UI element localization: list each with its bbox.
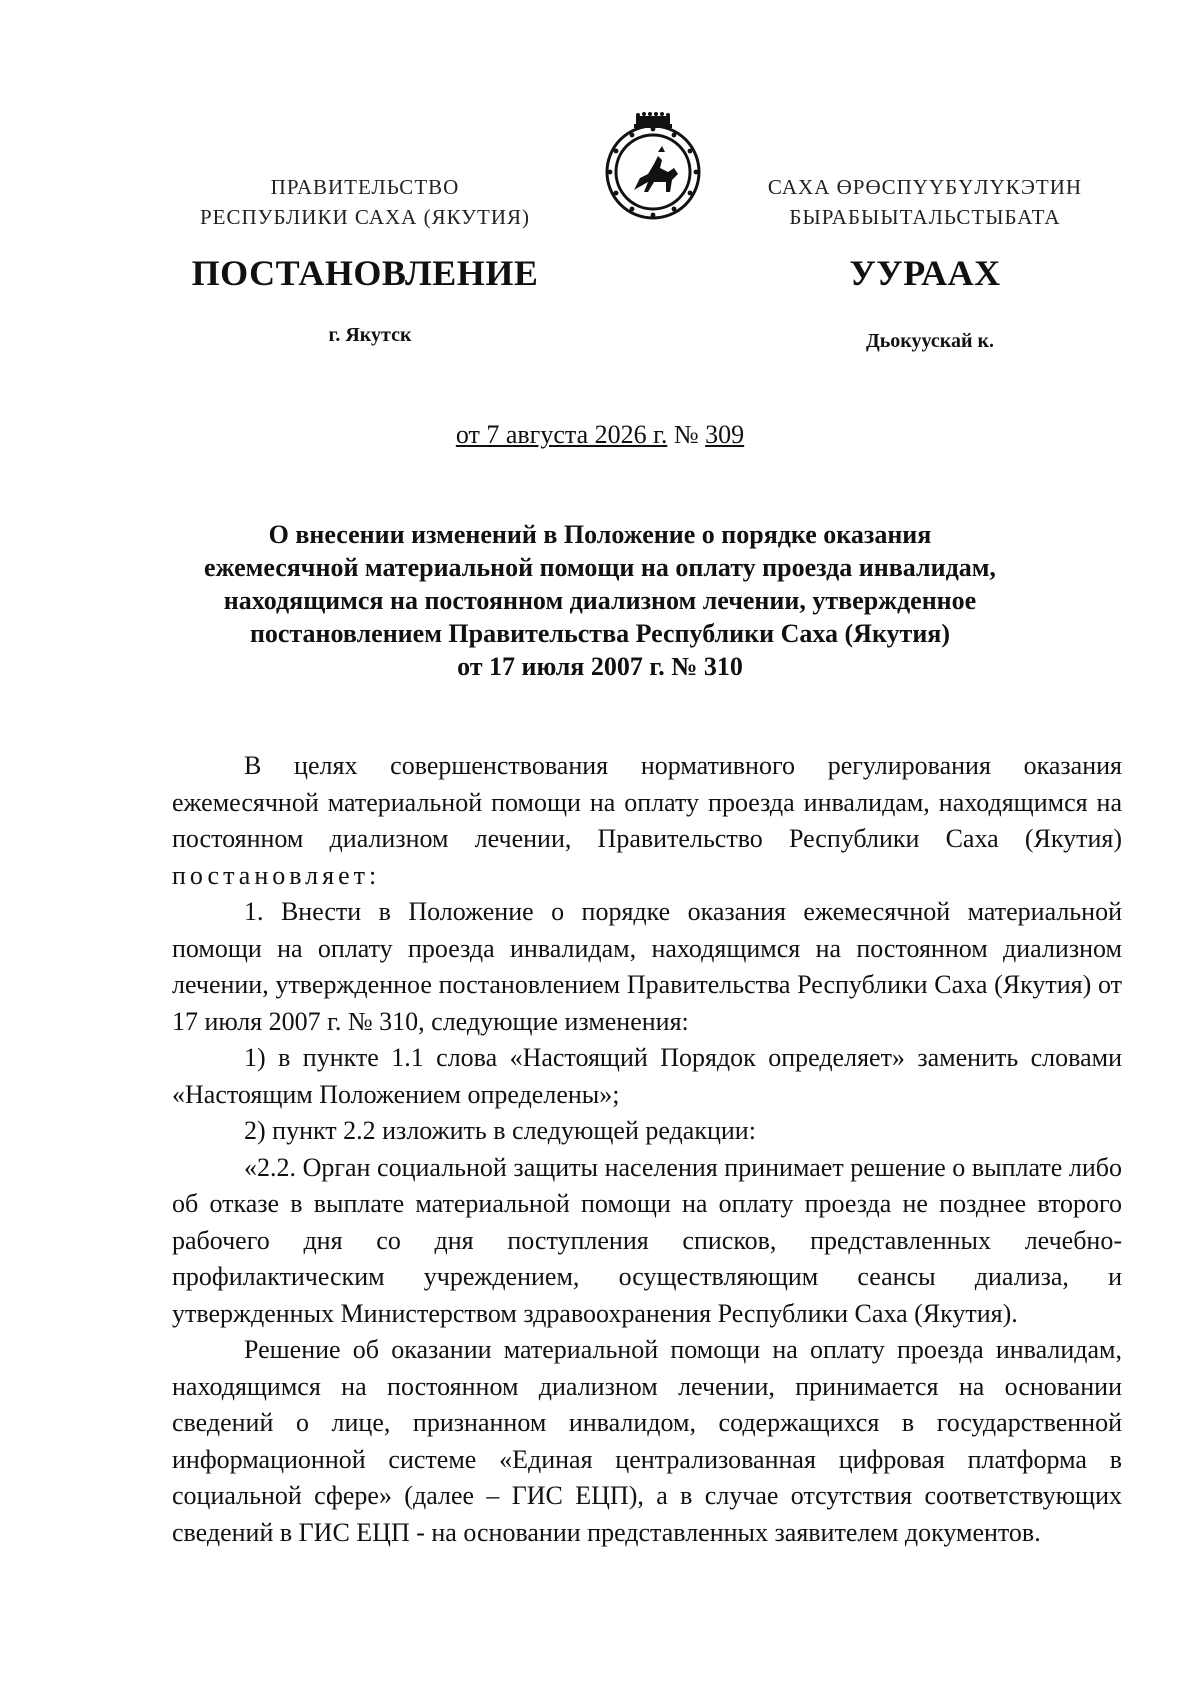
document-type-russian: ПОСТАНОВЛЕНИЕ — [191, 253, 539, 293]
title-line: постановлением Правительства Республики Саха (Якутия) — [249, 619, 951, 648]
org-name-sakha-line2: БЫРАБЫЫТАЛЬСТЫБАТА — [789, 205, 1061, 229]
document-number: 309 — [705, 420, 745, 449]
document-body — [172, 748, 1122, 1551]
document-date-number — [0, 420, 1200, 450]
subclause-1-paragraph: 1) в пункте 1.1 слова «Настоящий Порядок определяет» заменить словами «Настоящим Положением определены»; — [172, 1043, 1122, 1109]
coat-of-arms-sakha-icon — [598, 112, 708, 222]
title-line: находящимся на постоянном диализном лечении, утвержденное — [223, 586, 977, 615]
preamble-text: В целях совершенствования нормативного регулирования оказания ежемесячной материальной помощи на оплату проезда инвалидам, находящимся на постоянном диализном лечении, Правительство Республики Саха (Якутия) — [172, 751, 1122, 853]
org-name-sakha-line1: САХА ӨРӨСПҮҮБҮЛҮКЭТИН — [767, 175, 1083, 199]
city-russian: г. Якутск — [328, 324, 412, 346]
clause-1-paragraph: 1. Внести в Положение о порядке оказания ежемесячной материальной помощи на оплату проезда инвалидам, находящимся на постоянном диализном лечении, утвержденное постановлением Правительства Республики Саха (Якутия) от 17 июля 2007 г. № 310, следующие изменения: — [172, 897, 1122, 1036]
preamble-paragraph — [172, 748, 1122, 894]
title-line: ежемесячной материальной помощи на оплату проезда инвалидам, — [204, 553, 996, 582]
org-name-russian-line1: ПРАВИТЕЛЬСТВО — [270, 175, 460, 199]
subclause-2-paragraph: 2) пункт 2.2 изложить в следующей редакции: — [244, 1116, 756, 1145]
title-line: О внесении изменений в Положение о порядке оказания — [268, 520, 932, 549]
org-name-russian-line2: РЕСПУБЛИКИ САХА (ЯКУТИЯ) — [199, 205, 531, 229]
decree-verb: постановляет: — [172, 860, 381, 890]
title-line: от 17 июля 2007 г. № 310 — [457, 652, 743, 681]
document-date: от 7 августа 2026 г. — [455, 420, 668, 449]
document-type-sakha: УУРААХ — [849, 253, 1001, 293]
org-name-sakha — [735, 172, 1115, 232]
number-sign: № — [673, 420, 699, 449]
decision-basis-paragraph: Решение об оказании материальной помощи на оплату проезда инвалидам, находящимся на постоянном диализном лечении, принимается на основании сведений о лице, признанном инвалидом, содержащихся в государственной информационной системе «Единая централизованная цифровая платформа в социальной сфере» (далее – ГИС ЕЦП), а в случае отсутствия соответствующих сведений в ГИС ЕЦП - на основании представленных заявителем документов. — [172, 1335, 1122, 1547]
org-name-russian — [170, 172, 560, 232]
new-clause-2-2-paragraph: «2.2. Орган социальной защиты населения принимает решение о выплате либо об отказе в выплате материальной помощи на оплату проезда не позднее второго рабочего дня со дня поступления списков, представленных лечебно-профилактическим учреждением, осуществляющим сеансы диализа, и утвержденных Министерством здравоохранения Республики Саха (Якутия). — [172, 1152, 1122, 1328]
document-title — [190, 518, 1010, 683]
city-sakha: Дьокуускай к. — [865, 330, 995, 352]
